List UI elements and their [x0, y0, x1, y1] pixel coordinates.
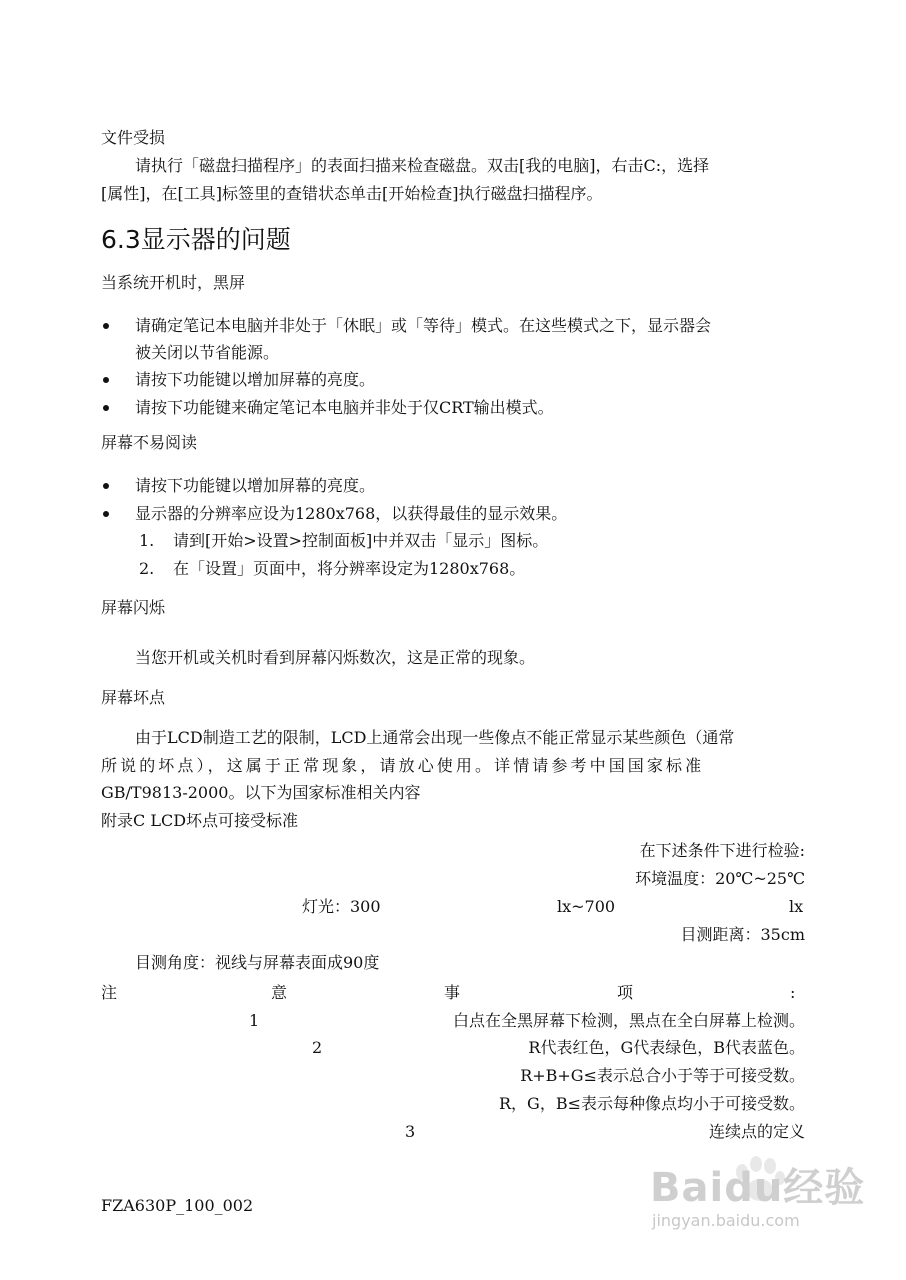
bullet-text: 请按下功能键以增加屏幕的亮度。 [135, 370, 376, 389]
bullet-text: 请确定笔记本电脑并非处于「休眠」或「等待」模式。在这些模式之下，显示器会 [135, 316, 712, 335]
watermark-brand: Baidu经验 [650, 1165, 866, 1211]
notes-heading-char: 注 [101, 983, 118, 1002]
note-number: 3 [405, 1122, 416, 1141]
condition-light-unit: lx [789, 897, 804, 916]
watermark-url: jingyan.baidu.com [652, 1211, 800, 1230]
conditions-intro: 在下述条件下进行检验: [639, 841, 805, 860]
paragraph-line: 所说的坏点），这属于正常现象，请放心使用。详情请参考中国国家标准 [101, 756, 705, 775]
paragraph-line: 当您开机或关机时看到屏幕闪烁数次，这是正常的现象。 [135, 648, 536, 667]
section-heading-flicker: 屏幕闪烁 [101, 598, 166, 617]
condition-angle: 目测角度：视线与屏幕表面成90度 [135, 953, 380, 972]
section-heading-file-damage: 文件受损 [101, 128, 166, 147]
section-heading-hard-to-read: 屏幕不易阅读 [101, 433, 198, 452]
paragraph-line: [属性]，在[工具]标签里的查错状态单击[开始检查]执行磁盘扫描程序。 [101, 184, 603, 203]
paragraph-line: 请执行「磁盘扫描程序」的表面扫描来检查磁盘。双击[我的电脑]，右击C:，选择 [135, 156, 710, 175]
note-text: R代表红色，G代表绿色，B代表蓝色。 [528, 1038, 805, 1057]
note-text: R，G，B≤表示每种像点均小于可接受数。 [499, 1094, 805, 1113]
step-number: 2. [139, 559, 155, 578]
section-heading-dead-pixels: 屏幕坏点 [101, 688, 166, 707]
condition-light-range: lx~700 [557, 897, 616, 916]
footer-doc-code: FZA630P_100_002 [101, 1196, 254, 1215]
bullet-text-continued: 被关闭以节省能源。 [135, 343, 280, 362]
bullet-icon [103, 483, 109, 489]
notes-heading-char: 意 [271, 983, 288, 1002]
appendix-title: 附录C LCD坏点可接受标准 [101, 811, 299, 830]
bullet-icon [103, 511, 109, 517]
condition-temperature: 环境温度：20℃~25℃ [635, 869, 805, 888]
note-text: R+B+G≤表示总合小于等于可接受数。 [520, 1066, 805, 1085]
bullet-icon [103, 377, 109, 383]
bullet-text: 显示器的分辨率应设为1280x768，以获得最佳的显示效果。 [135, 504, 568, 523]
bullet-text: 请按下功能键来确定笔记本电脑并非处于仅CRT输出模式。 [135, 398, 554, 417]
paragraph-line: GB/T9813-2000。以下为国家标准相关内容 [101, 783, 421, 802]
bullet-icon [103, 323, 109, 329]
step-number: 1. [139, 531, 155, 550]
notes-heading-char: : [790, 983, 796, 1002]
note-number: 1 [249, 1011, 260, 1030]
note-number: 2 [312, 1038, 323, 1057]
section-title: 6.3显示器的问题 [101, 225, 291, 254]
bullet-text: 请按下功能键以增加屏幕的亮度。 [135, 476, 376, 495]
notes-heading-char: 项 [617, 983, 634, 1002]
paragraph-line: 由于LCD制造工艺的限制，LCD上通常会出现一些像点不能正常显示某些颜色（通常 [135, 728, 735, 747]
condition-light-min: 灯光：300 [302, 897, 381, 916]
step-text: 在「设置」页面中，将分辨率设定为1280x768。 [173, 559, 526, 578]
note-text: 连续点的定义 [708, 1122, 805, 1141]
bullet-icon [103, 405, 109, 411]
section-heading-black-screen: 当系统开机时，黑屏 [101, 273, 246, 292]
note-text: 白点在全黑屏幕下检测，黑点在全白屏幕上检测。 [452, 1011, 805, 1030]
condition-distance: 目测距离：35cm [680, 925, 805, 944]
step-text: 请到[开始>设置>控制面板]中并双击「显示」图标。 [173, 531, 549, 550]
notes-heading-char: 事 [444, 983, 461, 1002]
